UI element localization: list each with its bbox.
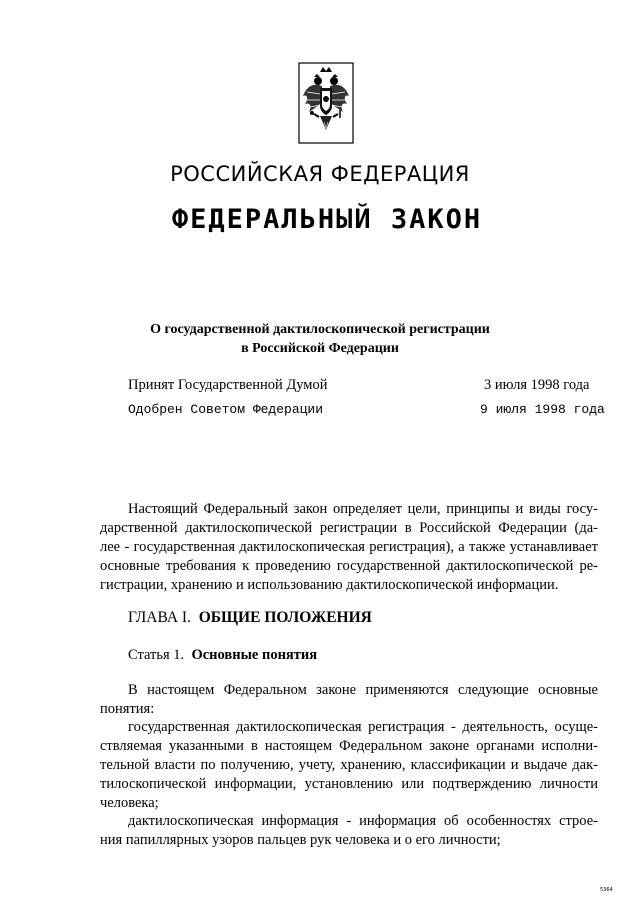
article-text-line: дактилоскопическая информация - информация об особенностях строе- [128, 813, 598, 829]
country-heading: РОССИЙСКАЯ ФЕДЕРАЦИЯ [170, 162, 470, 186]
chapter-number: ГЛАВА I. [128, 609, 191, 626]
preamble-line: Настоящий Федеральный закон определяет цели, принципы и виды госу- [128, 501, 598, 517]
article-text-line: государственная дактилоскопическая регистрация - деятельность, осуще- [128, 719, 598, 735]
law-title-line-1: О государственной дактилоскопической регистрации [150, 322, 490, 337]
preamble-line: дарственной дактилоскопической регистрации в Российской Федерации (да- [100, 520, 598, 536]
law-title-line-2: в Российской Федерации [241, 341, 399, 356]
approved-by-council-label: Одобрен Советом Федерации [128, 402, 324, 417]
article-number: Статья 1. [128, 647, 185, 663]
article-text-line: ния папиллярных узоров пальцев рук человека и о его личности; [100, 832, 501, 848]
article-heading [128, 647, 317, 664]
document-type-heading: ФЕДЕРАЛЬНЫЙ ЗАКОН [171, 204, 483, 235]
approved-by-council-date: 9 июля 1998 года [480, 402, 605, 417]
preamble-line: лее - государственная дактилоскопическая регистрация), а также устанавливает [100, 539, 598, 555]
article-text-line: тельной власти по получению, учету, хранению, классификации и выдаче дак- [100, 757, 598, 773]
preamble-line: основные требования к проведению государственной дактилоскопической ре- [100, 558, 598, 574]
page-number: 5364 [600, 887, 613, 893]
article-text-line: человека; [100, 795, 159, 811]
adopted-by-duma-label: Принят Государственной Думой [128, 377, 328, 393]
article-text-line: понятия: [100, 701, 155, 717]
adopted-by-duma-date: 3 июля 1998 года [484, 377, 590, 393]
chapter-heading [128, 609, 372, 627]
article-text-line: тилоскопической информации, установлению или подтверждению личности [100, 776, 598, 792]
coat-of-arms-icon [298, 62, 354, 144]
article-text-line: ствляемая указанными в настоящем Федеральном законе органами исполни- [100, 738, 598, 754]
chapter-title: ОБЩИЕ ПОЛОЖЕНИЯ [198, 609, 372, 626]
article-text-line: В настоящем Федеральном законе применяются следующие основные [128, 682, 598, 698]
article-title: Основные понятия [191, 647, 318, 663]
preamble-line: гистрации, хранению и использованию дактилоскопической информации. [100, 577, 559, 593]
